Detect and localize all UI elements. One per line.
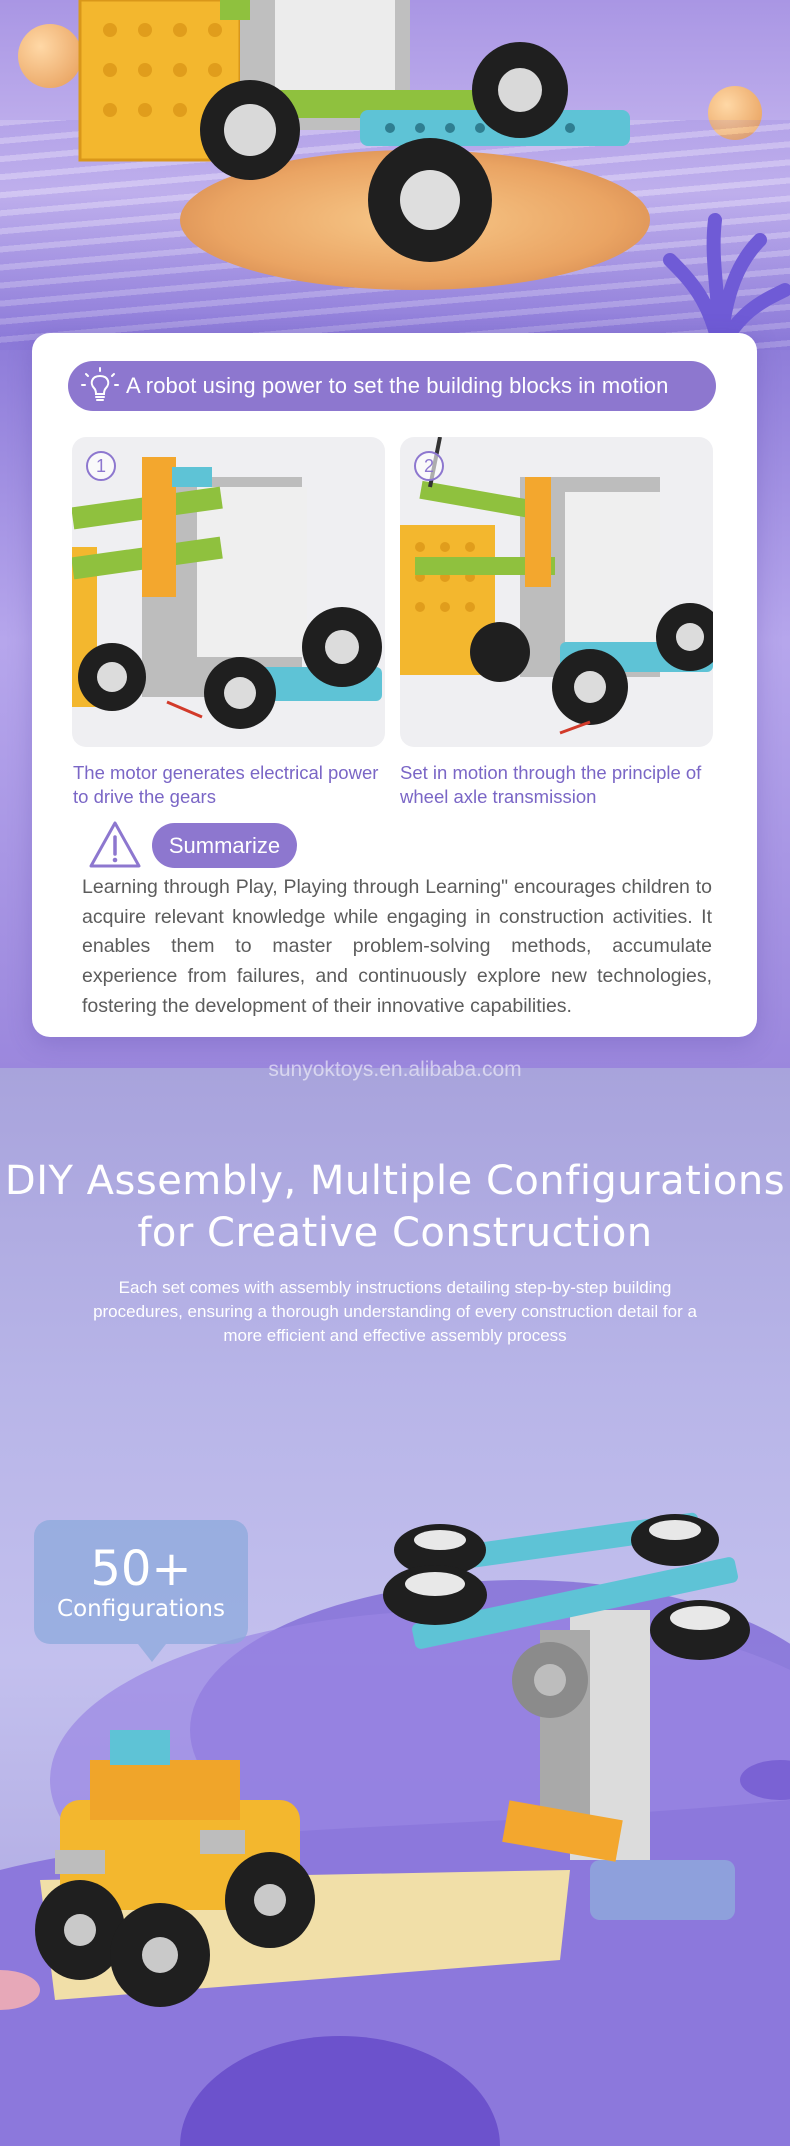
- badge-number: 50+: [90, 1541, 192, 1597]
- summary-label: Summarize: [152, 823, 297, 868]
- card-title-banner: [68, 361, 716, 411]
- step-1-photo: [72, 437, 385, 747]
- step-1-caption: The motor generates electrical power to drive the gears: [73, 762, 379, 807]
- step-2-caption: Set in motion through the principle of wheel axle transmission: [400, 762, 702, 807]
- configurations-badge: [34, 1520, 248, 1644]
- robot-wheel-image: [400, 437, 713, 747]
- lightbulb-icon: [80, 366, 120, 406]
- step-number-badge: 2: [414, 451, 444, 481]
- info-card: [32, 333, 757, 1037]
- section-heading: [0, 1155, 790, 1259]
- robot-gear-image: [72, 437, 385, 747]
- section-description: Each set comes with assembly instructions detailing step-by-step building procedures, ensuring a thorough understanding of every construction detail for a more efficient and effective assembly process: [93, 1278, 697, 1345]
- coral-decoration: [650, 200, 790, 350]
- heading-line-1: DIY Assembly, Multiple Configurations: [4, 1158, 786, 1204]
- step-2-photo: [400, 437, 713, 747]
- heading-line-2: for Creative Construction: [137, 1210, 653, 1256]
- watermark: sunyoktoys.en.alibaba.com: [268, 1058, 522, 1081]
- summary-text: Learning through Play, Playing through Learning" encourages children to acquire relevant knowledge while engaging in construction activities. It enables them to master problem-solving methods, accumulate experience from failures, and continuously explore new technologies, fostering the development of their innovative capabilities.: [82, 876, 712, 1017]
- configurations-scene-image: [0, 1400, 790, 2146]
- robot-image-top: [70, 0, 650, 270]
- warning-icon: [88, 820, 142, 870]
- step-number-badge: 1: [86, 451, 116, 481]
- badge-label: Configurations: [57, 1596, 225, 1622]
- card-title: A robot using power to set the building blocks in motion: [126, 373, 669, 398]
